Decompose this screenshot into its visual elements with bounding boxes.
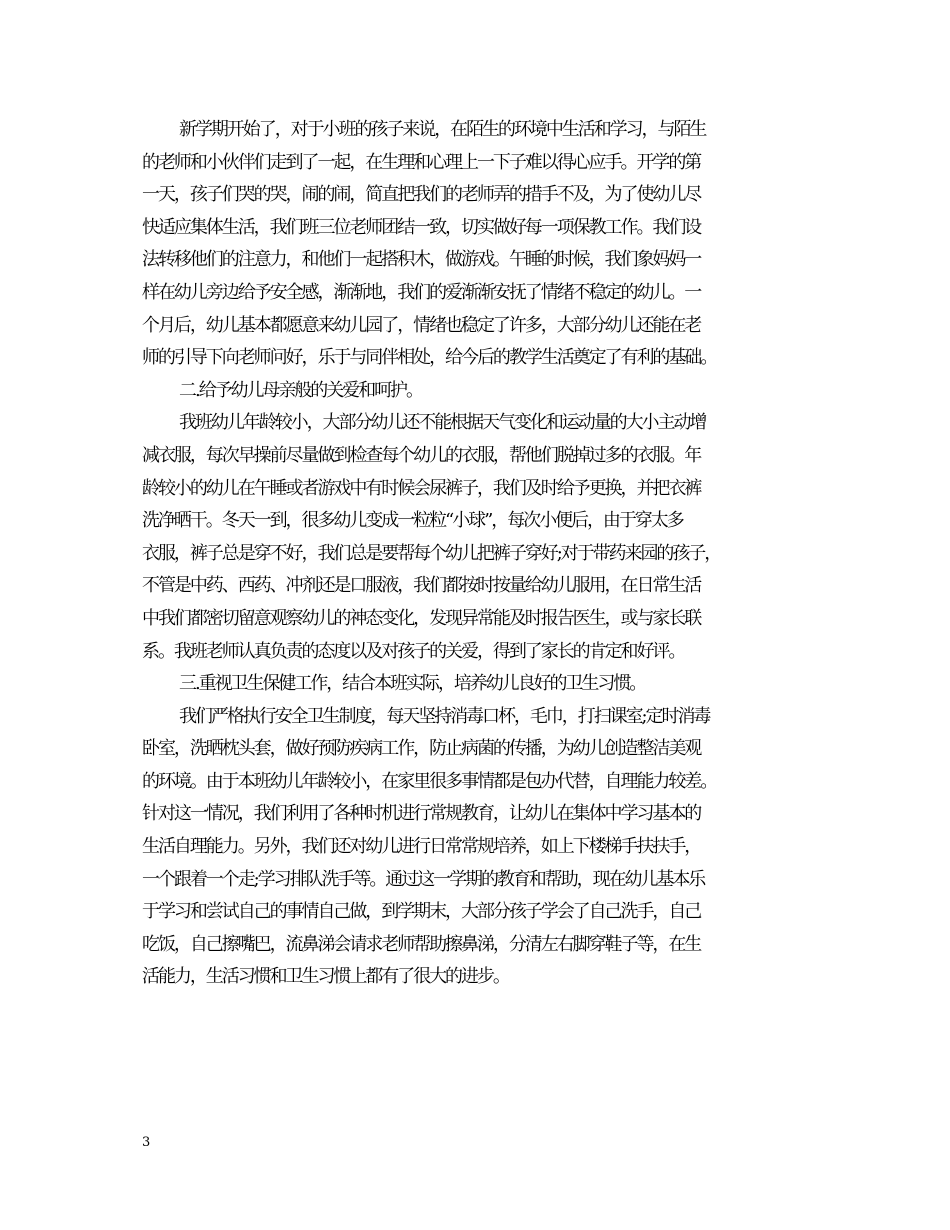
paragraph-line: 衣服，裤子总是穿不好，我们总是要帮每个幼儿把裤子穿好;对于带药来园的孩子， [142,542,721,564]
paragraph-line: 个月后，幼儿基本都愿意来幼儿园了，情绪也稳定了许多，大部分幼儿还能在老 [142,314,701,336]
paragraph-line: 新学期开始了，对于小班的孩子来说，在陌生的环境中生活和学习，与陌生 [179,119,706,140]
paragraph-line: 系。我班老师认真负责的态度以及对孩子的关爱，得到了家长的肯定和好评。 [142,640,685,662]
page-number: 3 [142,1135,151,1150]
paragraph-line: 活能力，生活习惯和卫生习惯上都有了很大的进步。 [142,966,509,988]
paragraph-line: 于学习和尝试自己的事情自己做，到学期末，大部分孩子学会了自己洗手，自己 [142,901,701,923]
section-heading: 三.重视卫生保健工作，结合本班实际，培养幼儿良好的卫生习惯。 [179,673,646,695]
paragraph-line: 我班幼儿年龄较小，大部分幼儿还不能根据天气变化和运动量的大小主动增 [179,412,706,434]
paragraph-line: 样在幼儿旁边给予安全感，渐渐地，我们的爱渐渐安抚了情绪不稳定的幼儿。一 [142,281,701,303]
paragraph-line: 一个跟着一个走;学习排队洗手等。通过这一学期的教育和帮助，现在幼儿基本乐 [142,868,705,890]
document-body [142,114,812,994]
paragraph-line: 中我们都密切留意观察幼儿的神态变化，发现异常能及时报告医生，或与家长联 [142,607,701,629]
section-heading: 二.给予幼儿母亲般的关爱和呵护。 [179,379,422,401]
paragraph-line: 的老师和小伙伴们走到了一起，在生理和心理上一下子难以得心应手。开学的第 [142,151,701,173]
paragraph-line: 减衣服，每次早操前尽量做到检查每个幼儿的衣服，帮他们脱掉过多的衣服。年 [142,444,701,466]
paragraph-line: 卧室，洗晒枕头套，做好预防疾病工作，防止病菌的传播，为幼儿创造整洁美观 [142,738,701,760]
paragraph-line: 针对这一情况，我们利用了各种时机进行常规教育，让幼儿在集体中学习基本的 [142,803,701,825]
paragraph-line: 龄较小的幼儿在午睡或者游戏中有时候会尿裤子，我们及时给予更换，并把衣裤 [142,477,701,499]
paragraph-line: 法转移他们的注意力，和他们一起搭积木，做游戏。午睡的时候，我们象妈妈一 [142,249,701,271]
paragraph-line: 的环境。由于本班幼儿年龄较小，在家里很多事情都是包办代替，自理能力较差。 [142,770,717,792]
paragraph-line: 快适应集体生活，我们班三位老师团结一致，切实做好每一项保教工作。我们设 [142,216,701,238]
paragraph-line: 师的引导下向老师问好，乐于与同伴相处，给今后的教学生活奠定了有利的基础。 [142,347,717,369]
paragraph-line: 一天，孩子们哭的哭，闹的闹，简直把我们的老师弄的措手不及，为了使幼儿尽 [142,184,701,206]
paragraph-line: 不管是中药、西药、冲剂还是口服液，我们都按时按量给幼儿服用，在日常生活 [142,575,701,597]
paragraph-line: 我们严格执行安全卫生制度，每天坚持消毒口杯，毛巾，打扫课室;定时消毒 [179,705,710,727]
paragraph-line: 洗净晒干。冬天一到，很多幼儿变成一粒粒“小球”，每次小便后，由于穿太多 [142,510,683,532]
paragraph-line: 吃饭，自己擦嘴巴，流鼻涕会请求老师帮助擦鼻涕，分清左右脚穿鞋子等，在生 [142,933,701,955]
paragraph-line: 生活自理能力。另外，我们还对幼儿进行日常常规培养，如上下楼梯手扶扶手， [142,836,701,858]
